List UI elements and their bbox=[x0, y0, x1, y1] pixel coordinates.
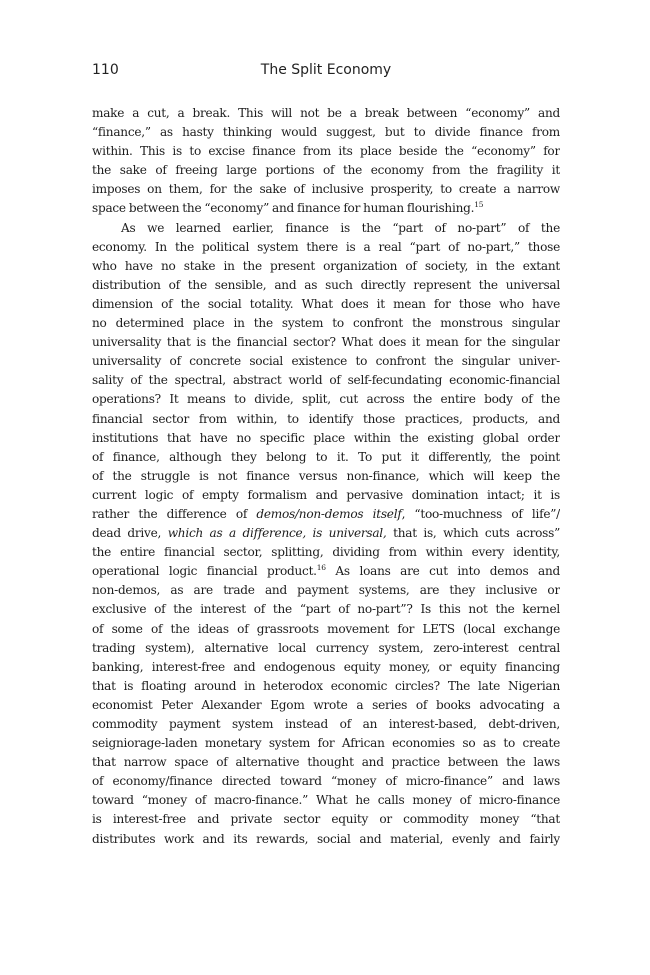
body-text bbox=[92, 104, 560, 849]
text-run: operational logic financial product. bbox=[92, 564, 317, 579]
text-line: toward “money of macro-finance.” What he calls money of micro-finance bbox=[92, 793, 560, 808]
text-line bbox=[92, 505, 560, 524]
text-run: space between the “economy” and finance for human flourishing. bbox=[92, 201, 475, 216]
text-line: banking, interest-free and endogenous equity money, or equity financing bbox=[92, 659, 560, 674]
italic-run: which as a difference, is universal, bbox=[167, 526, 387, 541]
text-line: the entire financial sector, splitting, dividing from within every identity, bbox=[92, 545, 560, 560]
footnote-ref-15[interactable]: 15 bbox=[474, 200, 484, 210]
text-line bbox=[92, 199, 560, 218]
text-line: economist Peter Alexander Egom wrote a series of books advocating a bbox=[92, 697, 560, 712]
text-line: “finance,” as hasty thinking would suggest, but to divide finance from bbox=[92, 125, 560, 140]
italic-run: demos/non-demos itself bbox=[256, 506, 402, 521]
text-line: that is floating around in heterodox economic circles? The late Nigerian bbox=[92, 678, 560, 693]
text-line: distribution of the sensible, and as such directly represent the universal bbox=[92, 277, 560, 292]
text-line: is interest-free and private sector equity or commodity money “that bbox=[92, 812, 560, 827]
text-line: operations? It means to divide, split, cut across the entire body of the bbox=[92, 392, 560, 407]
text-line: of the struggle is not finance versus non-finance, which will keep the bbox=[92, 468, 560, 483]
text-line: sality of the spectral, abstract world of self-fecundating economic-financial bbox=[92, 373, 560, 388]
text-line: current logic of empty formalism and pervasive domination intact; it is bbox=[92, 487, 560, 502]
text-line: make a cut, a break. This will not be a break between “economy” and bbox=[92, 106, 560, 120]
text-line: no determined place in the system to confront the monstrous singular bbox=[92, 316, 560, 331]
text-run: dead drive, bbox=[92, 526, 168, 541]
text-line: institutions that have no specific place within the existing global order bbox=[92, 430, 560, 445]
text-line: universality that is the financial sector? What does it mean for the singular bbox=[92, 335, 560, 350]
text-line: trading system), alternative local currency system, zero-interest central bbox=[92, 640, 560, 655]
text-line bbox=[92, 524, 560, 543]
text-line: commodity payment system instead of an interest-based, debt-driven, bbox=[92, 717, 560, 731]
text-run: As loans are cut into demos and bbox=[325, 564, 560, 579]
text-run: that is, which cuts across” bbox=[386, 526, 560, 541]
text-run: rather the difference of bbox=[92, 506, 257, 521]
text-line: non-demos, as are trade and payment systems, are they inclusive or bbox=[92, 583, 560, 598]
text-line: of some of the ideas of grassroots movement for LETS (local exchange bbox=[92, 621, 560, 636]
text-line: universality of concrete social existence to confront the singular univer- bbox=[92, 354, 560, 369]
page-number: 110 bbox=[92, 62, 119, 78]
text-line: of economy/finance directed toward “money of micro-finance” and laws bbox=[92, 774, 560, 789]
text-line: dimension of the social totality. What does it mean for those who have bbox=[92, 296, 560, 311]
text-run: , “too-muchness of life”/ bbox=[401, 506, 560, 521]
text-line: seigniorage-laden monetary system for African economies so as to create bbox=[92, 736, 560, 751]
paragraph-first-line: As we learned earlier, finance is the “part of no-part” of the bbox=[121, 220, 560, 235]
text-line bbox=[92, 562, 560, 581]
text-line: the sake of freeing large portions of the economy from the fragility it bbox=[92, 163, 560, 178]
text-line: that narrow space of alternative thought and practice between the laws bbox=[92, 755, 560, 770]
text-line: within. This is to excise finance from its place beside the “economy” for bbox=[92, 144, 560, 159]
running-head bbox=[92, 62, 560, 84]
footnote-ref-16[interactable]: 16 bbox=[316, 563, 326, 573]
text-line: who have no stake in the present organization of society, in the extant bbox=[92, 258, 560, 273]
text-line: imposes on them, for the sake of inclusive prosperity, to create a narrow bbox=[92, 182, 560, 197]
text-line: exclusive of the interest of the “part of no-part”? Is this not the kernel bbox=[92, 602, 560, 617]
text-line: distributes work and its rewards, social and material, evenly and fairly bbox=[92, 831, 560, 846]
running-title: The Split Economy bbox=[260, 62, 392, 78]
text-line: of finance, although they belong to it. To put it differently, the point bbox=[92, 449, 560, 464]
text-line: financial sector from within, to identify those practices, products, and bbox=[92, 411, 560, 426]
text-line: economy. In the political system there is a real “part of no-part,” those bbox=[92, 239, 560, 254]
